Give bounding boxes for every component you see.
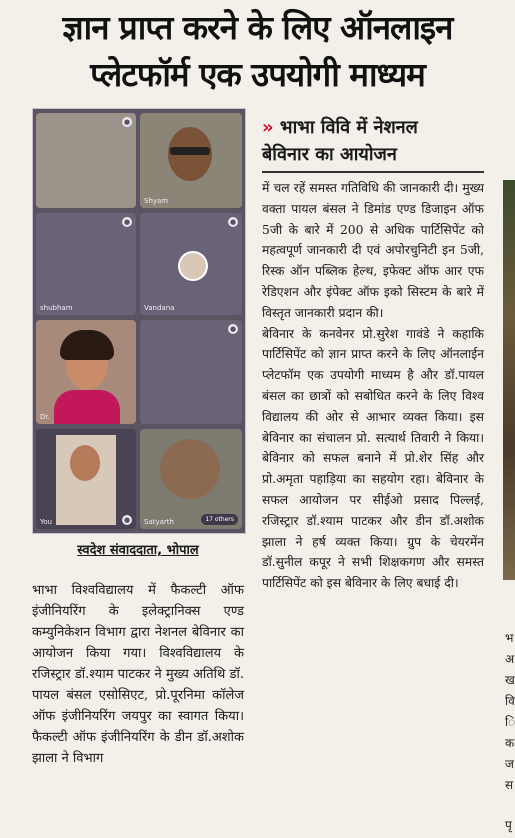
others-badge: 17 others — [201, 514, 238, 525]
mic-icon: ● — [123, 218, 131, 226]
article-paragraph: में चल रहें समस्त गतिविधि की जानकारी दी। मुख्य वक्ता पायल बंसल ने डिमांड एण्ड डिजाइन ऑफ 5जी के बारे में 200 से अधिक पार्टिसिपेंट को महत्वपूर्ण जानकारी दी एवं अपोरचुनिटी इन 5जी, रिस्क ऑन पब्लिक हेल्थ, इफेक्ट ऑफ आर एफ रेडिएशन और इंपेक्ट ऑफ इको सिस्टम के बारे में विस्तृत जानकारी प्रदान की। — [262, 181, 484, 320]
webinar-screenshot-photo — [32, 108, 246, 534]
avatar — [178, 251, 208, 281]
article-body-left: भाभा विश्वविद्यालय में फैकल्टी ऑफ इंजीनियरिंग के इलेक्ट्रानिक्स एण्ड कम्युनिकेशन विभाग द्वारा नेशनल बेविनार का आयोजन किया गया। विश्वविद्यालय के रजिस्ट्रार डॉ.श्याम पाटकर ने मुख्य अतिथि डॉ. पायल बंसल एसोसिएट, प्रो.पूरनिमा कॉलेज ऑफ इंजीनियरिंग जयपुर का स्वागत किया। फैकल्टी ऑफ इंजीनियरिंग के डीन डॉ.अशोक झाला ने विभाग — [32, 583, 244, 766]
adjacent-article-photo — [503, 180, 515, 580]
article-paragraph: बेविनार के कनवेनर प्रो.सुरेश गावंडे ने कहाकि पार्टिसिपेंट को ज्ञान प्राप्त करने के लिए ऑनलाईन प्लेटफॉम एक उपयोगी माध्यम है और डॉ.पायल बंसल का छात्रों को सबोधित करने के लिए विश्व विद्यालय की ओर से आभार व्यक्त किया। इस बेविनार का संचालन प्रो. सत्यार्थ तिवारी ने किया। बेविनार को सफल बनाने में प्रो.शेर सिंह और प्रो.अमृता पहाड़िया का सहयोग रहा। बेविनार के सफल आयोजन पर सीईओ प्रसाद पिल्लई, रजिस्ट्रार डॉ.श्याम पाटकर और डीन डॉ.अशोक झाला ने हर्ष व्यक्त किया। ग्रुप के चेयरमेंन डॉ.सुनील कपूर ने सभी शिक्षकगण और समस्त पार्टिसिपेंट को इस बेविनार के लिए बधाई दी। — [262, 326, 484, 591]
participant-tile — [36, 213, 136, 315]
participant-tile — [140, 429, 242, 529]
participant-face — [160, 439, 220, 499]
adjacent-article-fragment: पृ — [505, 818, 512, 832]
mic-icon: ● — [229, 218, 237, 226]
participant-name: Vandana — [144, 304, 175, 312]
adjacent-article-fragment: ज — [505, 757, 514, 771]
article-body-right — [262, 178, 484, 594]
participant-tile — [140, 113, 242, 208]
subheadline-line-1: भाभा विवि में नेशनल — [279, 117, 418, 138]
adjacent-article-fragment: स — [505, 778, 514, 792]
participant-tile — [36, 113, 136, 208]
adjacent-article-fragment: ख — [505, 673, 515, 687]
participant-name: Dr. — [40, 413, 50, 421]
chevron-icon: » — [262, 117, 274, 138]
mic-icon: ● — [123, 516, 131, 524]
participant-tile — [36, 320, 136, 424]
headline-line-1: ज्ञान प्राप्त करने के लिए ऑनलाइन — [62, 8, 453, 47]
photo-caption: स्वदेश संवाददाता, भोपाल — [77, 543, 199, 558]
participant-tile — [36, 429, 136, 529]
participant-name: shubham — [40, 304, 73, 312]
participant-name: Shyam — [144, 197, 169, 205]
headline — [0, 4, 515, 98]
adjacent-article-fragment: अ — [505, 652, 515, 666]
glasses — [170, 147, 210, 155]
participant-face — [70, 445, 100, 481]
clothing — [54, 390, 120, 424]
participant-tile — [140, 320, 242, 424]
headline-line-2: प्लेटफॉर्म एक उपयोगी माध्यम — [90, 55, 425, 94]
subheadline — [262, 114, 484, 173]
mic-icon: ● — [229, 325, 237, 333]
subheadline-line-2: बेविनार का आयोजन — [262, 144, 397, 165]
adjacent-article-fragment: वि — [505, 694, 515, 708]
mic-icon: ● — [123, 118, 131, 126]
participant-name: Satyarth — [144, 518, 174, 526]
adjacent-article-fragment: ि — [505, 715, 515, 729]
participant-name: You — [40, 518, 53, 526]
adjacent-article-fragment: क — [505, 736, 515, 750]
participant-tile — [140, 213, 242, 315]
adjacent-article-fragment: भ — [505, 631, 514, 645]
hair — [60, 330, 114, 360]
